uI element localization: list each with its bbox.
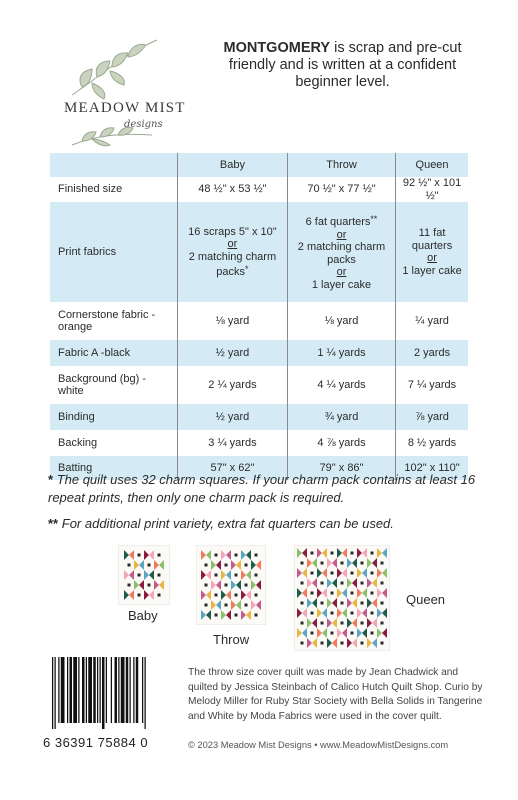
footnote-1 <box>48 471 488 507</box>
quilt-patch <box>331 612 334 615</box>
quilt-patch <box>371 552 374 555</box>
credit-text: The throw size cover quilt was made by Jean Chadwick and quilted by Jessica Steinbach of Calico Hutch Quilt Shop. Curio by Melody Miller for Ruby Star Society with Bella Solids in Tangerine and White by Moda Fabrics were used in the cover quilt. <box>188 667 483 722</box>
quilt-patch <box>341 562 344 565</box>
barcode-bar <box>121 657 125 723</box>
footnotes <box>48 471 488 533</box>
quilt-patch <box>361 582 364 585</box>
barcode-bar <box>82 657 85 723</box>
quilt-patch <box>321 622 324 625</box>
barcode-bar <box>55 657 56 729</box>
quilt-patch <box>255 574 258 577</box>
quilt-patch <box>225 564 228 567</box>
cell-value: 4 ¼ yards <box>287 366 395 404</box>
quilt-patch <box>311 632 314 635</box>
quilt-patch <box>225 604 228 607</box>
quilt-patch <box>381 582 384 585</box>
cell-line: 16 scraps 5" x 10" <box>188 225 277 238</box>
quilt-patch <box>205 604 208 607</box>
barcode-bar <box>88 657 92 723</box>
row-label: Backing <box>58 436 98 449</box>
quilt-patch <box>351 632 354 635</box>
header-baby: Baby <box>177 153 287 177</box>
quilt-patch <box>351 612 354 615</box>
quilt-image-baby <box>118 545 170 605</box>
quilt-patch <box>331 552 334 555</box>
barcode-bar <box>106 657 107 723</box>
quilt-patch <box>215 614 218 617</box>
footnote-text: The quilt uses 32 charm squares. If your charm pack contains at least 16 repeat prints, then only one charm pack is required. <box>48 472 476 505</box>
row-label: Batting <box>50 456 177 480</box>
table-row <box>50 366 468 404</box>
barcode-bar <box>86 657 87 723</box>
quilt-image-throw <box>196 545 266 625</box>
quilt-patch <box>215 594 218 597</box>
cell-value: 4 ⅞ yards <box>287 430 395 456</box>
quilt-patch <box>235 594 238 597</box>
cell-value <box>287 202 395 302</box>
quilt-label-queen: Queen <box>406 592 446 607</box>
quilt-patch <box>235 554 238 557</box>
table-row <box>50 177 468 202</box>
quilt-patch <box>311 592 314 595</box>
leaf-branch-icon <box>52 35 202 150</box>
logo-name: MEADOW MIST <box>64 100 186 116</box>
cell-value <box>177 202 287 302</box>
quilt-patch <box>321 582 324 585</box>
barcode-bar <box>136 657 139 723</box>
quilt-patch <box>321 642 324 645</box>
quilt-patch <box>245 564 248 567</box>
cell-value: ⅞ yard <box>396 404 468 430</box>
cell-value: 57" x 62" <box>177 456 287 480</box>
cell-value: 92 ½" x 101 ½" <box>396 177 468 202</box>
quilt-patch <box>128 564 131 567</box>
barcode-bar <box>115 657 118 723</box>
quilt-patch <box>361 642 364 645</box>
quilt-patch <box>321 562 324 565</box>
quilt-patch <box>301 602 304 605</box>
row-label: Background (bg) - white <box>58 372 147 397</box>
quilt-patch <box>158 574 161 577</box>
barcode-bar <box>73 657 77 723</box>
cell-value <box>396 202 468 302</box>
row-label: Fabric A -black <box>50 340 177 366</box>
barcode-bar <box>130 657 131 723</box>
quilt-patch <box>341 622 344 625</box>
logo-script: designs <box>124 119 163 130</box>
footnote-mark: ** <box>370 214 378 224</box>
quilt-patch <box>361 602 364 605</box>
table-row <box>50 340 468 366</box>
table-row <box>50 302 468 340</box>
cell-or: or <box>336 266 347 278</box>
quilt-patch <box>245 584 248 587</box>
quilt-patch <box>311 572 314 575</box>
cell-value: ½ yard <box>177 404 287 430</box>
cell-or: or <box>427 252 437 264</box>
quilt-patch <box>148 584 151 587</box>
pattern-name: MONTGOMERY <box>223 40 331 56</box>
barcode-bar <box>100 657 101 723</box>
quilt-label-baby: Baby <box>128 608 158 623</box>
cell-value: 3 ¼ yards <box>177 430 287 456</box>
quilt-patch <box>215 554 218 557</box>
quilt-patch <box>245 604 248 607</box>
upc-barcode <box>48 657 180 729</box>
quilt-patch <box>381 622 384 625</box>
barcode-bar <box>61 657 65 723</box>
barcode-bar <box>111 657 112 723</box>
footnote-mark: * <box>245 264 249 274</box>
quilt-label-throw: Throw <box>213 632 250 647</box>
quilt-patch <box>371 592 374 595</box>
cell-line: 6 fat quarters <box>305 216 371 228</box>
quilt-patch <box>331 632 334 635</box>
table-header-row <box>50 153 468 177</box>
cell-value: ½ yard <box>177 340 287 366</box>
barcode-bar <box>145 657 146 729</box>
quilt-patch <box>351 572 354 575</box>
quilt-patch <box>235 614 238 617</box>
quilt-patch <box>351 592 354 595</box>
quilt-patch <box>371 612 374 615</box>
quilt-patch <box>311 552 314 555</box>
quilt-patch <box>381 602 384 605</box>
quilt-patch <box>138 594 141 597</box>
cell-value: ⅛ yard <box>287 302 395 340</box>
row-label: Finished size <box>58 183 123 196</box>
quilt-patch <box>205 584 208 587</box>
quilt-patch <box>138 554 141 557</box>
quilt-patch <box>321 602 324 605</box>
quilt-patch <box>341 642 344 645</box>
quilt-patch <box>361 562 364 565</box>
cell-line: 2 matching charm packs <box>188 250 277 278</box>
barcode-bar <box>118 657 119 723</box>
table-row <box>50 202 468 302</box>
barcode-bar <box>70 657 73 723</box>
footnote-mark: ** <box>48 516 59 531</box>
barcode-bar <box>142 657 143 723</box>
cell-value: 8 ½ yards <box>396 430 468 456</box>
cell-value: ¼ yard <box>396 302 468 340</box>
footnote-text: For additional print variety, extra fat quarters can be used. <box>61 516 394 531</box>
quilt-patch <box>301 622 304 625</box>
cell-or: or <box>336 228 347 241</box>
cell-value: 7 ¼ yards <box>396 366 468 404</box>
quilt-patch <box>225 584 228 587</box>
cell-line: 2 matching charm packs <box>297 241 386 266</box>
barcode-bar <box>67 657 68 723</box>
cell-line: 1 layer cake <box>311 278 372 291</box>
cell-value: 2 ¼ yards <box>177 366 287 404</box>
table-row <box>50 404 468 430</box>
quilt-patch <box>301 642 304 645</box>
cell-value: 48 ½" x 53 ½" <box>177 177 287 202</box>
quilt-patch <box>351 552 354 555</box>
barcode-bar <box>78 657 79 723</box>
quilt-patch <box>128 584 131 587</box>
quilt-patch <box>361 622 364 625</box>
quilt-patch <box>158 594 161 597</box>
barcode-bar <box>102 657 105 729</box>
quilt-patch <box>255 594 258 597</box>
quilt-patch <box>301 562 304 565</box>
quilt-patch <box>311 612 314 615</box>
fabric-requirements-table <box>50 153 468 480</box>
quilt-patch <box>371 572 374 575</box>
barcode-bar <box>126 657 129 723</box>
quilt-patch <box>138 574 141 577</box>
quilt-patch <box>371 632 374 635</box>
header-throw: Throw <box>287 153 395 177</box>
barcode-bar <box>97 657 98 723</box>
quilt-patch <box>331 572 334 575</box>
quilt-patch <box>341 602 344 605</box>
cell-value: 70 ½" x 77 ½" <box>287 177 395 202</box>
quilt-patch <box>148 564 151 567</box>
footnote-2 <box>48 515 488 533</box>
quilt-patch <box>341 582 344 585</box>
intro-text <box>205 40 480 91</box>
quilt-patch <box>235 574 238 577</box>
cell-value: ⅛ yard <box>177 302 287 340</box>
barcode-bar <box>93 657 96 723</box>
cell-value: ¾ yard <box>287 404 395 430</box>
cell-value: 102" x 110" <box>396 456 468 480</box>
cell-value: 2 yards <box>396 340 468 366</box>
row-label: Cornerstone fabric - orange <box>58 308 156 333</box>
barcode-bar <box>52 657 53 729</box>
header-queen: Queen <box>396 153 468 177</box>
quilt-patch <box>215 574 218 577</box>
quilt-patch <box>205 564 208 567</box>
quilt-patch <box>255 554 258 557</box>
barcode-bar <box>58 657 59 723</box>
quilt-patch <box>255 614 258 617</box>
barcode-bar <box>133 657 134 723</box>
cell-line: 1 layer cake <box>402 264 462 277</box>
quilt-patch <box>158 554 161 557</box>
row-label: Print fabrics <box>50 202 177 302</box>
quilt-image-queen <box>294 545 390 651</box>
cell-value: 1 ¼ yards <box>287 340 395 366</box>
brand-logo <box>52 35 202 150</box>
intro-rest: is scrap and pre-cut friendly and is written at a confident beginner level. <box>228 40 462 90</box>
quilt-patch <box>381 642 384 645</box>
barcode-number: 6 36391 75884 0 <box>43 735 149 750</box>
row-label: Binding <box>50 404 177 430</box>
cell-line: 11 fat quarters <box>411 227 453 252</box>
quilt-patch <box>381 562 384 565</box>
table-row <box>50 430 468 456</box>
cell-or: or <box>227 238 238 250</box>
copyright-text: © 2023 Meadow Mist Designs • www.MeadowMistDesigns.com <box>188 740 449 750</box>
footnote-mark: * <box>48 472 54 487</box>
quilt-patch <box>301 582 304 585</box>
cell-value: 79" x 86" <box>287 456 395 480</box>
quilt-patch <box>331 592 334 595</box>
